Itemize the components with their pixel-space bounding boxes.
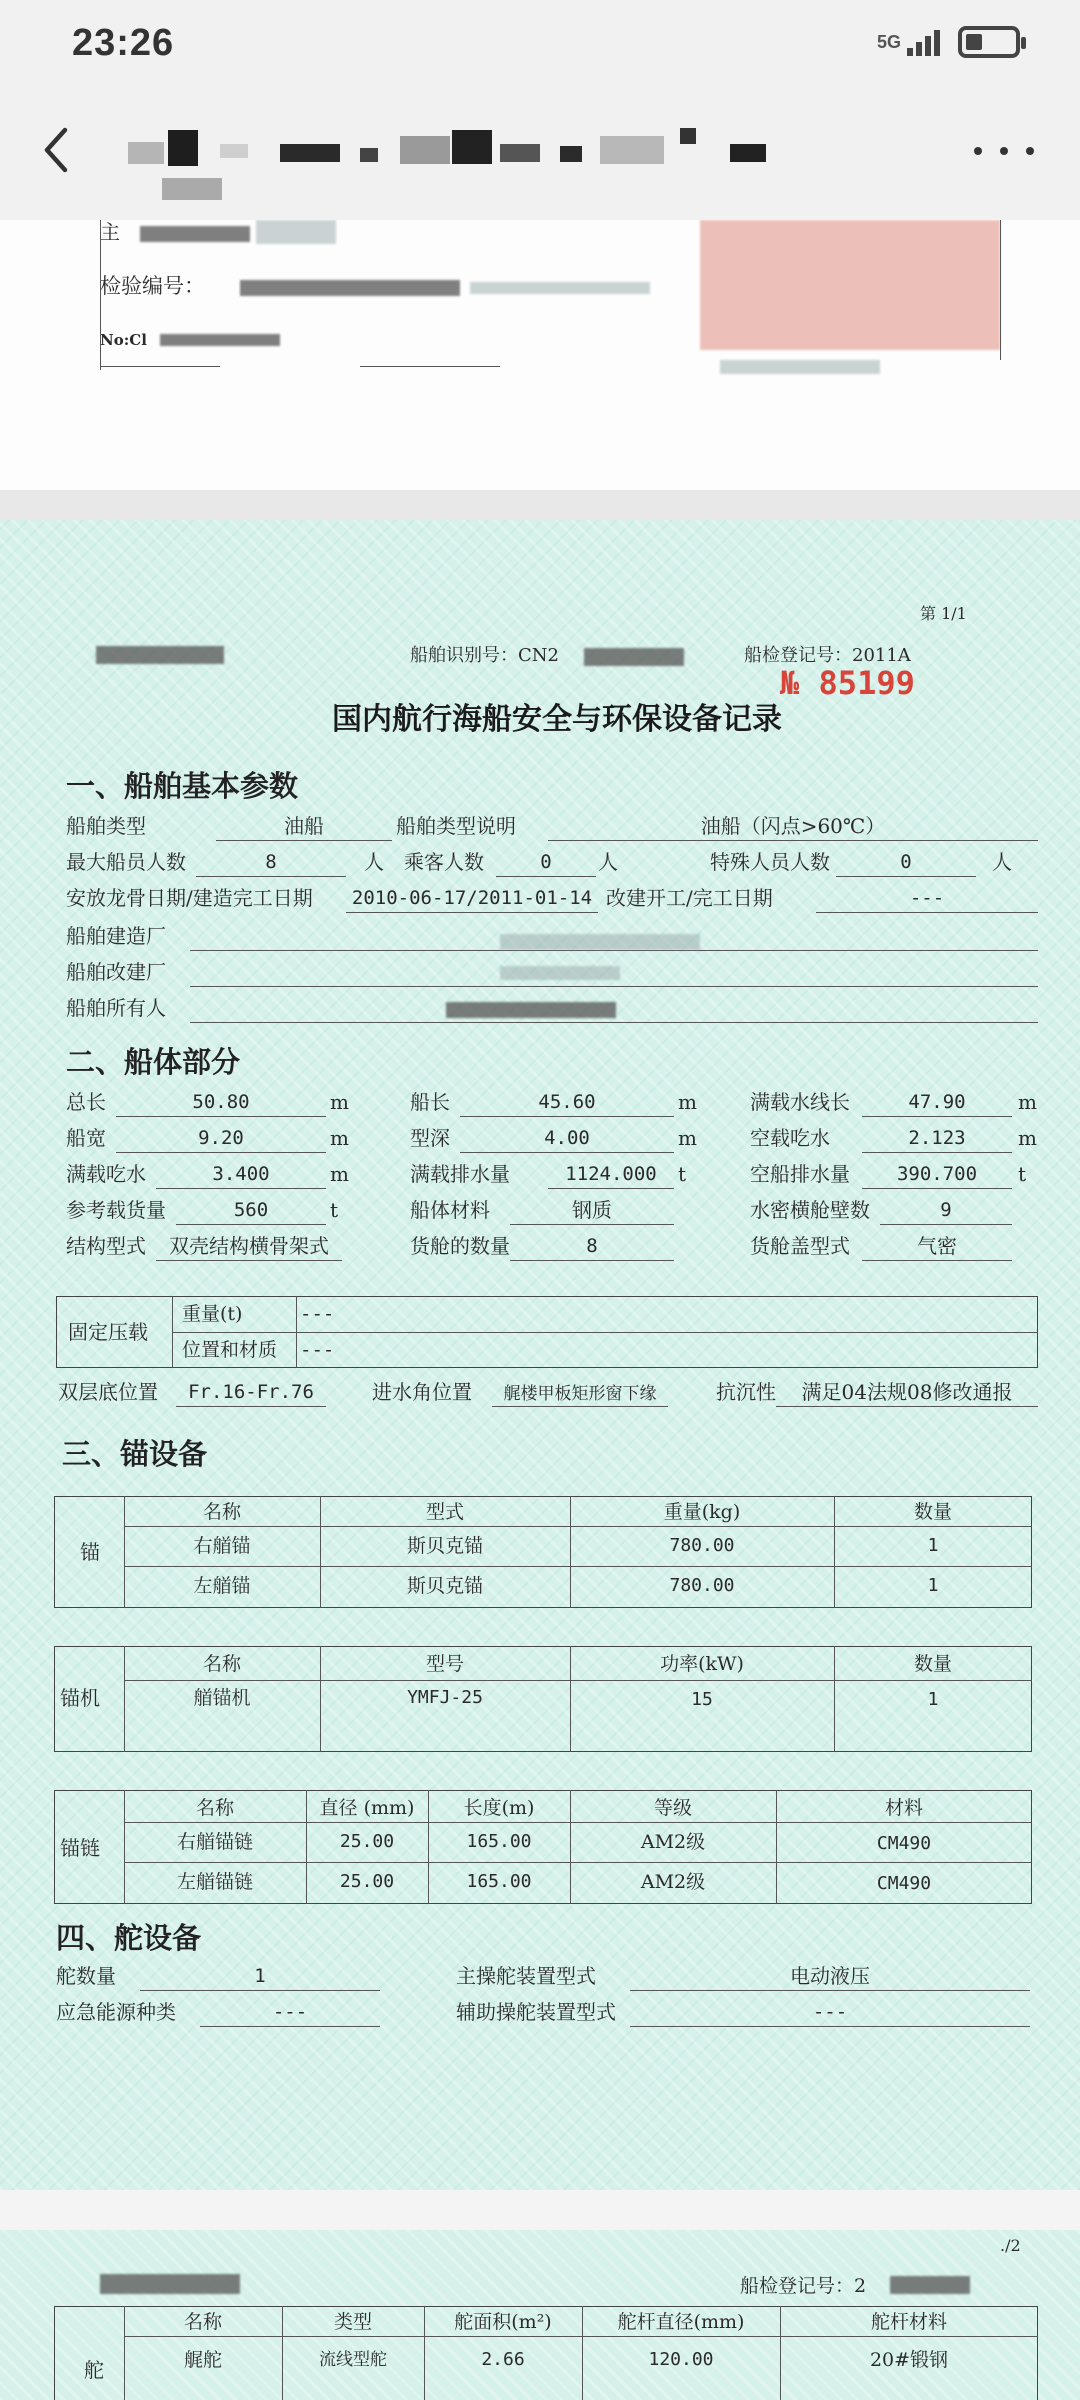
chain-cell: CM490 (876, 1873, 932, 1894)
chain-cell: 25.00 (339, 1831, 395, 1852)
hold-count-value: 8 (586, 1235, 598, 1257)
emergency-power-label: 应急能源种类 (56, 2000, 176, 2024)
inspection-number-label: 检验编号： (100, 274, 205, 298)
table-line (124, 1822, 1032, 1823)
page-gap (0, 2190, 1080, 2230)
rebuild-date-value: --- (909, 887, 945, 909)
builder-label: 船舶建造厂 (66, 924, 166, 948)
anchor-cell: 斯贝克锚 (406, 1575, 483, 1597)
loa-label: 总长 (66, 1090, 106, 1114)
frame-line (1000, 220, 1001, 360)
main-steering-value: 电动液压 (790, 1964, 870, 1988)
light-displacement-value: 390.700 (896, 1163, 978, 1185)
status-time: 23:26 (72, 22, 175, 64)
underline (196, 876, 346, 877)
hull-material-label: 船体材料 (410, 1198, 490, 1222)
chain-cell: 25.00 (339, 1871, 395, 1892)
rudder-cell: 20#锻钢 (869, 2349, 949, 2371)
underline (460, 1116, 674, 1117)
inspection-number-redacted (240, 280, 460, 296)
hold-count-label: 货舱的数量 (410, 1234, 510, 1258)
redacted-text (720, 360, 880, 374)
status-bar (0, 0, 1080, 100)
ship-id-redacted (584, 648, 684, 666)
anchor-cell: 1 (927, 1535, 939, 1556)
ship-type-label: 船舶类型 (66, 814, 146, 838)
beam-label: 船宽 (66, 1126, 106, 1150)
underline (116, 1152, 326, 1153)
ship-type-desc-label: 船舶类型说明 (396, 814, 516, 838)
bulkhead-count-label: 水密横舱壁数 (750, 1198, 870, 1222)
windlass-header-model: 型号 (425, 1653, 464, 1675)
rebuild-date-label: 改建开工/完工日期 (606, 886, 773, 910)
chain-header-diameter: 直径 (mm) (319, 1797, 415, 1819)
underline (630, 2026, 1030, 2027)
ballast-weight-value: --- (300, 1303, 335, 1325)
underline (510, 1260, 674, 1261)
table-line (172, 1332, 1038, 1333)
windlass-cell: 15 (691, 1689, 713, 1710)
underline (100, 366, 220, 367)
aux-steering-value: --- (812, 2001, 848, 2023)
underline (862, 1260, 1012, 1261)
rudder-cell: 艉舵 (183, 2349, 222, 2371)
underline (492, 1406, 668, 1407)
cargo-capacity-label: 参考载货量 (66, 1198, 166, 1222)
anchor-cell: 左艏锚 (193, 1575, 251, 1597)
flooding-angle-value: 艉楼甲板矩形窗下缘 (503, 1384, 657, 1404)
frame-line (100, 220, 101, 370)
underline (190, 1022, 1038, 1023)
table-line (124, 2336, 1038, 2337)
aux-steering-label: 辅助操舵装置型式 (456, 2000, 616, 2024)
loa-value: 50.80 (192, 1091, 250, 1113)
windlass-header-qty: 数量 (913, 1653, 952, 1675)
special-personnel-value: 0 (900, 851, 912, 873)
special-personnel-label: 特殊人员人数 (710, 850, 830, 874)
light-draft-label: 空载吃水 (750, 1126, 830, 1150)
keel-date-value: 2010-06-17/2011-01-14 (351, 887, 593, 909)
depth-label: 型深 (410, 1126, 450, 1150)
unit-m: m (678, 1126, 697, 1150)
rudder-header-type: 类型 (333, 2311, 372, 2333)
chain-cell: CM490 (876, 1833, 932, 1854)
underline (548, 1188, 674, 1189)
rudder-header-area: 舵面积(m²) (454, 2311, 552, 2333)
anchor-header-type: 型式 (425, 1501, 464, 1523)
max-crew-value: 8 (265, 851, 277, 873)
windlass-cell: 1 (927, 1689, 939, 1710)
rudder-header-stock-material: 舵杆材料 (870, 2311, 947, 2333)
underline (460, 1152, 674, 1153)
anchor-cell: 780.00 (669, 1535, 735, 1556)
chain-cell: 右艏锚链 (176, 1831, 253, 1853)
lwl-label: 满载水线长 (750, 1090, 850, 1114)
main-label: 主 (100, 220, 120, 244)
underline (360, 366, 500, 367)
document-title: 国内航行海船安全与环保设备记录 (332, 702, 782, 737)
anchor-cell: 1 (927, 1575, 939, 1596)
underline (190, 986, 1038, 987)
hatch-type-label: 货舱盖型式 (750, 1234, 850, 1258)
chain-cell: 165.00 (466, 1831, 532, 1852)
windlass-cell: 艏锚机 (193, 1687, 251, 1709)
underline (496, 876, 596, 877)
rudder-cell: 流线型舵 (319, 2350, 387, 2370)
chain-header-material: 材料 (884, 1797, 923, 1819)
unsinkability-value: 满足04法规08修改通报 (801, 1380, 1013, 1404)
structure-type-label: 结构型式 (66, 1234, 146, 1258)
page-number: 第 1/1 (920, 604, 967, 623)
anchor-cell: 右艏锚 (193, 1535, 251, 1557)
builder-redacted (500, 934, 700, 950)
unit-m: m (1018, 1126, 1037, 1150)
unsinkability-label: 抗沉性 (716, 1380, 776, 1404)
full-displacement-value: 1124.000 (565, 1163, 657, 1185)
underline (862, 1152, 1012, 1153)
double-bottom-label: 双层底位置 (58, 1380, 158, 1404)
windlass-header-name: 名称 (202, 1653, 241, 1675)
more-dot-icon (974, 147, 982, 155)
underline (156, 1188, 326, 1189)
chain-cell: AM2级 (640, 1871, 706, 1893)
section-2-heading: 二、船体部分 (66, 1045, 241, 1079)
rudder-header-name: 名称 (183, 2311, 222, 2333)
windlass-cell: YMFJ-25 (407, 1687, 483, 1708)
unit-m: m (1018, 1090, 1037, 1114)
unit-m: m (330, 1126, 349, 1150)
chain-header-grade: 等级 (653, 1797, 692, 1819)
redacted-text (500, 966, 620, 980)
certificate-sheet-top (0, 220, 1080, 490)
register-number-label: 船检登记号：2 (740, 2275, 867, 2297)
official-seal-redacted (700, 220, 1000, 350)
person-unit: 人 (364, 850, 384, 874)
table-line (124, 1526, 1032, 1527)
anchor-header-name: 名称 (202, 1501, 241, 1523)
anchor-row-label: 锚 (80, 1540, 100, 1564)
windlass-header-power: 功率(kW) (660, 1653, 744, 1675)
unit-m: m (678, 1090, 697, 1114)
more-dot-icon (1000, 147, 1008, 155)
section-4-heading: 四、舵设备 (56, 1921, 202, 1955)
underline (880, 1224, 1012, 1225)
person-unit: 人 (992, 850, 1012, 874)
underline (176, 1224, 326, 1225)
main-steering-label: 主操舵装置型式 (456, 1964, 596, 1988)
ship-type-value: 油船 (284, 814, 324, 838)
more-dot-icon (1026, 147, 1034, 155)
beam-value: 9.20 (198, 1127, 244, 1149)
redacted-text (160, 334, 280, 346)
rudder-cell: 120.00 (648, 2349, 714, 2370)
emergency-power-value: --- (272, 2001, 308, 2023)
underline (862, 1188, 1012, 1189)
signature-mark (256, 220, 336, 244)
section-3-heading: 三、锚设备 (62, 1437, 208, 1471)
underline (156, 1260, 342, 1261)
rudder-header-stock-diameter: 舵杆直径(mm) (617, 2311, 745, 2333)
light-draft-value: 2.123 (908, 1127, 966, 1149)
no-label: No:Cl (100, 331, 147, 349)
underline (548, 840, 1038, 841)
underline (216, 840, 392, 841)
back-button[interactable] (28, 122, 84, 178)
chain-cell: 左艏锚链 (176, 1871, 253, 1893)
equipment-record-sheet (0, 520, 1080, 2190)
max-crew-label: 最大船员人数 (66, 850, 186, 874)
chain-header-name: 名称 (195, 1797, 234, 1819)
underline (176, 1406, 326, 1407)
underline (190, 950, 1038, 951)
light-displacement-label: 空船排水量 (750, 1162, 850, 1186)
underline (346, 912, 598, 913)
battery-icon (958, 26, 1020, 58)
hull-material-value: 钢质 (572, 1198, 612, 1222)
ship-name-redacted (96, 646, 224, 664)
page-number: ./2 (1000, 2236, 1021, 2255)
owner-redacted (446, 1002, 616, 1018)
passenger-value: 0 (540, 851, 552, 873)
ballast-weight-label: 重量(t) (182, 1303, 243, 1325)
full-draft-label: 满载吃水 (66, 1162, 146, 1186)
anchor-cell: 780.00 (669, 1575, 735, 1596)
unit-m: m (330, 1090, 349, 1114)
chain-cell: AM2级 (640, 1831, 706, 1853)
redacted-text (470, 282, 650, 294)
underline (510, 1224, 674, 1225)
ballast-position-value: --- (300, 1339, 335, 1361)
double-bottom-value: Fr.16-Fr.76 (188, 1381, 314, 1403)
cargo-capacity-value: 560 (233, 1199, 269, 1221)
underline (776, 1406, 1038, 1407)
chevron-left-icon (41, 126, 71, 174)
unit-m: m (330, 1162, 349, 1186)
underline (862, 1116, 1012, 1117)
rebuilder-label: 船舶改建厂 (66, 960, 166, 984)
network-5g-icon: 5G (876, 32, 901, 52)
unit-t: t (678, 1162, 687, 1186)
passenger-label: 乘客人数 (404, 850, 484, 874)
underline (140, 1990, 380, 1991)
signal-icon (907, 28, 940, 56)
serial-number: № 85199 (780, 664, 915, 702)
full-draft-value: 3.400 (212, 1163, 270, 1185)
rudder-row-label: 舵 (84, 2358, 104, 2382)
person-unit: 人 (598, 850, 618, 874)
bulkhead-count-value: 9 (940, 1199, 952, 1221)
unit-t: t (330, 1198, 339, 1222)
hatch-type-value: 气密 (917, 1234, 957, 1258)
flooding-angle-label: 进水角位置 (372, 1380, 472, 1404)
unit-t: t (1018, 1162, 1027, 1186)
page-gap (0, 490, 1080, 520)
underline (630, 1990, 1030, 1991)
ship-name-redacted (100, 2274, 240, 2294)
register-number-label: 船检登记号：2011A (744, 645, 911, 666)
section-1-heading: 一、船舶基本参数 (66, 769, 299, 803)
equipment-record-page-2 (0, 2230, 1080, 2400)
ballast-position-label: 位置和材质 (182, 1339, 278, 1361)
lwl-value: 47.90 (908, 1091, 966, 1113)
anchor-header-qty: 数量 (913, 1501, 952, 1523)
windlass-row-label: 锚机 (60, 1686, 100, 1710)
rudder-cell: 2.66 (481, 2349, 525, 2370)
keel-date-label: 安放龙骨日期/建造完工日期 (66, 886, 313, 910)
ballast-label: 固定压载 (68, 1320, 148, 1344)
underline (836, 876, 976, 877)
chain-header-length: 长度(m) (463, 1797, 535, 1819)
redacted-text (140, 226, 250, 242)
status-icons (877, 26, 1020, 58)
more-options-button[interactable] (974, 136, 1034, 166)
table-line (124, 1680, 1032, 1681)
underline (816, 912, 1038, 913)
chain-cell: 165.00 (466, 1871, 532, 1892)
owner-label: 船舶所有人 (66, 996, 166, 1020)
lbp-value: 45.60 (538, 1091, 596, 1113)
redacted-text (890, 2276, 970, 2294)
depth-value: 4.00 (544, 1127, 590, 1149)
chain-row-label: 锚链 (60, 1836, 100, 1860)
anchor-cell: 斯贝克锚 (406, 1535, 483, 1557)
full-displacement-label: 满载排水量 (410, 1162, 510, 1186)
underline (116, 1116, 326, 1117)
ship-id-label: 船舶识别号：CN2 (410, 645, 559, 666)
anchor-header-weight: 重量(kg) (663, 1501, 741, 1523)
structure-type-value: 双壳结构横骨架式 (169, 1234, 329, 1258)
ship-type-desc-value: 油船（闪点>60℃） (700, 814, 886, 838)
underline (200, 2026, 380, 2027)
table-line (124, 1566, 1032, 1567)
app-bar (0, 100, 1080, 220)
table-line (124, 1862, 1032, 1863)
rudder-count-value: 1 (254, 1965, 266, 1987)
rudder-count-label: 舵数量 (56, 1964, 116, 1988)
lbp-label: 船长 (410, 1090, 450, 1114)
